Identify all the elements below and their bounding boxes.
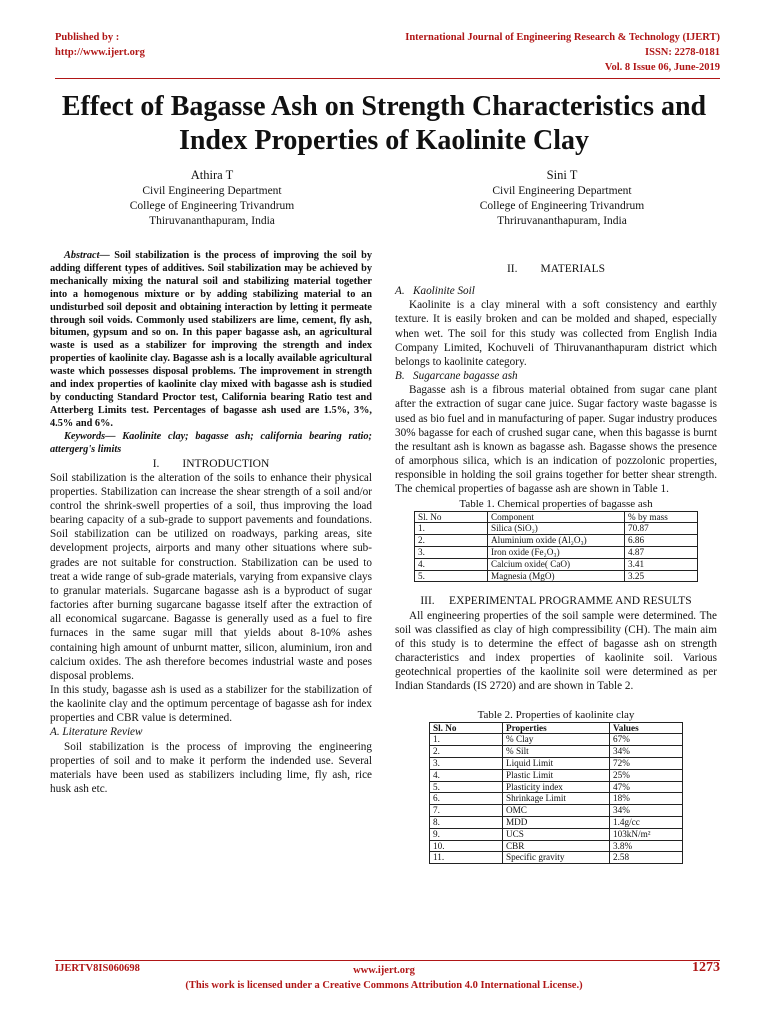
table-row [430,758,683,770]
table-row [430,746,683,758]
paper-id: IJERTV8IS060698 [55,963,140,974]
footer-url[interactable]: www.ijert.org [353,965,415,976]
table-cell: 6.86 [625,535,698,547]
table-header-cell: Sl. No [430,722,503,734]
right-column [395,250,717,864]
bagasse-ash-text: Bagasse ash is a fibrous material obtained from sugar cane plant after the extraction of sugar cane juice. Sugar factory waste bagasse is used as bio fuel and in manufacturing of paper. Sugar industry produces 30% bagasse for each of crushed sugar cane, when this bagasse is burnt the resultant ash is known as bagasse ash. Bagasse shows the presence of amorphous silica, which is an indication of pozzolonic properties, responsible in holding the soil grains together for better shear strength. The chemical properties of bagasse ash are shown in Table 1. [395,384,717,496]
intro-paragraph-1: Soil stabilization is the alteration of the soils to enhance their physical properties. Stabilization can increase the shear strength of a soil and/or control the shrink-swell properties of a soil, thus improving the load bearing capacity of a sub-grade to support pavements and foundations. Soil stabilization can be utilized on roadways, parking areas, site development projects, airports and many other situations where sub-grades are not suitable for construction. Stabilization can be used to treat a wide range of sub-grade materials, varying from expansive clays to granular materials. Sugarcane bagasse ash is a byproduct of sugar factories after burning sugarcane bagasse itself after the extraction of all economical sugarcane. Bagasse is generally used as a fuel to fire furnaces in the same sugar mill that yields about 8-10% ashes containing high amount of unburnt matter, silicon, aluminium, iron and calcium oxides. The ash therefore becomes industrial waste and poses disposal problems. [50,471,372,682]
table-row [430,805,683,817]
table-cell: Plasticity index [503,781,610,793]
table-row [430,781,683,793]
intro-paragraph-2: In this study, bagasse ash is used as a stabilizer for the stabilization of the kaolinite clay and the optimum percentage of bagasse ash for index properties and CBR value is determined. [50,684,372,725]
table-row [415,523,698,535]
table1-caption: Table 1. Chemical properties of bagasse ash [459,497,653,510]
table-header-cell: Component [488,511,625,523]
table-cell: 1. [415,523,488,535]
literature-review-heading: A. Literature Review [50,726,143,739]
table-cell: 3. [415,547,488,559]
table-cell: 18% [610,793,683,805]
table-cell: 1. [430,734,503,746]
kaolinite-soil-heading: A. Kaolinite Soil [395,285,475,298]
table-cell: Liquid Limit [503,758,610,770]
table-cell: 10. [430,840,503,852]
table-cell: 3.8% [610,840,683,852]
bagasse-ash-heading: B. Sugarcane bagasse ash [395,370,518,383]
issn: ISSN: 2278-0181 [645,47,720,58]
author-dept: Civil Engineering Department [492,185,632,197]
table-cell: % Silt [503,746,610,758]
literature-review-text: Soil stabilization is the process of improving the engineering properties of soil and to make it perform the indended use. Several materials have been used as stabilizers including lime, fly ash, rice husk ash etc. [50,740,372,796]
table-header-cell: % by mass [625,511,698,523]
table-header-cell: Values [610,722,683,734]
table-cell: 2.58 [610,852,683,864]
table-row [430,852,683,864]
table-cell: 5. [415,570,488,582]
table-row [430,793,683,805]
table-cell: % Clay [503,734,610,746]
header-left [55,30,145,60]
published-by: Published by : [55,32,120,43]
table-cell: 7. [430,805,503,817]
header-right [405,30,720,75]
table-row [430,828,683,840]
table-cell: 4. [415,558,488,570]
author-college: College of Engineering Trivandrum [129,200,295,212]
table-header-cell: Properties [503,722,610,734]
table-cell: 5. [430,781,503,793]
table-cell: 3.25 [625,570,698,582]
table-row [430,817,683,829]
table-row [415,558,698,570]
table-cell: Magnesia (MgO) [488,570,625,582]
table-cell: 8. [430,817,503,829]
table-cell: OMC [503,805,610,817]
footer-center [0,963,768,993]
keywords: Keywords— Kaolinite clay; bagasse ash; california bearing ratio; attergerg's limits [50,430,372,455]
table-cell: 2. [415,535,488,547]
table-cell: 25% [610,769,683,781]
left-column [50,250,372,796]
table-cell: CBR [503,840,610,852]
table-cell: 70.87 [625,523,698,535]
table-row [415,535,698,547]
table-cell: 9. [430,828,503,840]
author-block-2 [442,168,682,229]
table-cell: 1.4g/cc [610,817,683,829]
table-kaolinite-properties [429,722,683,865]
author-city: Thiruvananthapuram, India [149,215,275,227]
author-block-1 [92,168,332,229]
author-dept: Civil Engineering Department [142,185,282,197]
volume-issue: Vol. 8 Issue 06, June-2019 [604,62,720,73]
section-materials-heading: II. MATERIALS [506,263,606,275]
table-row [430,734,683,746]
abstract-label: Abstract— [64,250,110,261]
table-cell: Calcium oxide( CaO) [488,558,625,570]
license-note: (This work is licensed under a Creative Commons Attribution 4.0 International License.) [185,980,583,991]
footer-rule [55,960,720,961]
table-cell: 4.87 [625,547,698,559]
table-cell: Specific gravity [503,852,610,864]
author-college: College of Engineering Trivandrum [479,200,645,212]
table-cell: 67% [610,734,683,746]
author-city: Thriruvananthapuram, India [497,215,627,227]
table-cell: 6. [430,793,503,805]
table-cell: UCS [503,828,610,840]
publisher-url[interactable]: http://www.ijert.org [55,47,145,58]
table-chemical-properties [414,511,698,583]
author-name: Sini T [546,168,578,182]
experimental-text: All engineering properties of the soil sample were determined. The soil was classified as clay of high compressibility (CH). The main aim of this study is to determine the effect of bagasse ash on strength characteristics and index properties of kaolinite soil. Various geotechnical properties of the kaolinite soil were determined as per Indian Standards (IS 2720) and are shown in Table 2. [395,609,717,693]
kaolinite-soil-text: Kaolinite is a clay mineral with a soft consistency and earthly texture. It is easily broken and can be molded and shaped, especially when wet. The soil for this study was collected from English India Company Limited, Kochuveli of Thiruvananthapuram district which belongs to kaolinite category. [395,299,717,368]
table-header-cell: Sl. No [415,511,488,523]
section-experimental-heading: III. EXPERIMENTAL PROGRAMME AND RESULTS [420,595,692,608]
table-row [415,547,698,559]
header-rule [55,78,720,79]
table-cell: 103kN/m² [610,828,683,840]
journal-name: International Journal of Engineering Research & Technology (IJERT) [405,32,720,43]
table-header-row [430,722,683,734]
table-row [430,840,683,852]
table-row [415,570,698,582]
table-cell: Plastic Limit [503,769,610,781]
table-cell: Shrinkage Limit [503,793,610,805]
table-cell: 3.41 [625,558,698,570]
paper-title: Effect of Bagasse Ash on Strength Characteristics and Index Properties of Kaolinite Clay [61,91,707,156]
table-cell: Aluminium oxide (Al₂O₃) [488,535,625,547]
table-cell: 34% [610,746,683,758]
table-cell: 11. [430,852,503,864]
table2-caption: Table 2. Properties of kaolinite clay [477,708,635,721]
table-cell: MDD [503,817,610,829]
abstract [50,250,372,431]
section-introduction-heading: I. INTRODUCTION [152,457,270,470]
table-row [430,769,683,781]
table-cell: 2. [430,746,503,758]
table-cell: 47% [610,781,683,793]
table-cell: Iron oxide (Fe₂O₃) [488,547,625,559]
table-header-row [415,511,698,523]
page-number: 1273 [692,960,720,975]
author-name: Athira T [190,168,234,182]
table-cell: Silica (SiO₂) [488,523,625,535]
abstract-text: Soil stabilization is the process of improving the soil by adding different types of additives. Soil stabilization may be achieved by mechanically mixing the natural soil and stabilizing material together into a homogenous mixture or by adding stabilizing material to an undisturbed soil deposit and obtaining interaction by letting it permeate through soil voids. Commonly used stabilizers are lime, cement, fly ash, bitumen, gypsum and so on. In this paper bagasse ash, an agricultural waste is used as a stabilizer for improving the strength and index properties of kaolinite clay. Bagasse ash is a locally available agricultural waste which possesses disposal problems. The improvement in strength and index properties of kaolinite clay mixed with bagasse ash is studied by conducting Standard Proctor test, California bearing Ratio test and Atterberg Limits test. Percentages of bagasse ash used are 1.5%, 3%, 4.5% and 6%. [50,250,372,429]
table-cell: 3. [430,758,503,770]
table-cell: 4. [430,769,503,781]
table-cell: 72% [610,758,683,770]
table-cell: 34% [610,805,683,817]
